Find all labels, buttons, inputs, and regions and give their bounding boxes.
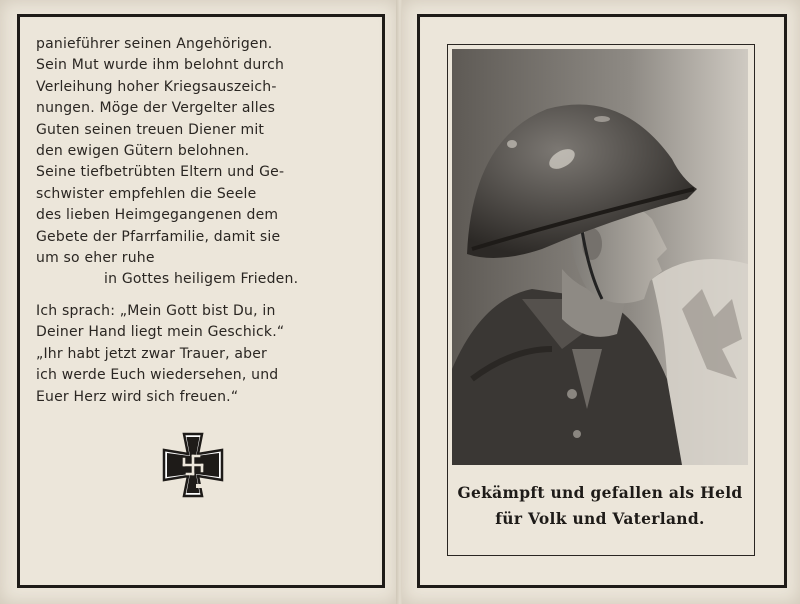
left-page xyxy=(0,0,398,604)
text-line: Sein Mut wurde ihm belohnt durch xyxy=(36,57,285,74)
text-line: des lieben Heimgegangenen dem xyxy=(36,207,279,224)
text-line: Verleihung hoher Kriegsauszeich- xyxy=(36,78,277,95)
portrait-photo xyxy=(452,49,748,465)
caption-line: für Volk und Vaterland. xyxy=(495,509,705,528)
quote-line: Deiner Hand liegt mein Geschick.“ xyxy=(36,324,285,341)
caption-line: Gekämpft und gefallen als Held xyxy=(457,483,743,502)
text-line: nungen. Möge der Vergelter alles xyxy=(36,100,276,117)
text-line: den ewigen Gütern belohnen. xyxy=(36,143,250,160)
iron-cross-icon xyxy=(162,432,224,498)
quote-line: ich werde Euch wiedersehen, und xyxy=(36,367,279,384)
quote-line: „Ihr habt jetzt zwar Trauer, aber xyxy=(36,345,268,362)
quote-line: Euer Herz wird sich freuen.“ xyxy=(36,388,239,405)
text-line: in Gottes heiligem Frieden. xyxy=(104,271,299,288)
text-line: panieführer seinen Angehörigen. xyxy=(36,36,273,52)
memorial-text xyxy=(36,34,336,408)
text-line: schwister empfehlen die Seele xyxy=(36,185,257,202)
memorial-caption xyxy=(447,480,753,532)
text-line: Seine tiefbetrübten Eltern und Ge- xyxy=(36,164,285,181)
text-line: Gebete der Pfarrfamilie, damit sie xyxy=(36,228,281,245)
portrait-soldier-in-helmet xyxy=(452,49,748,465)
quote-line: Ich sprach: „Mein Gott bist Du, in xyxy=(36,302,276,319)
text-line: Guten seinen treuen Diener mit xyxy=(36,121,265,138)
right-page xyxy=(402,0,800,604)
text-line: um so eher ruhe xyxy=(36,250,155,267)
